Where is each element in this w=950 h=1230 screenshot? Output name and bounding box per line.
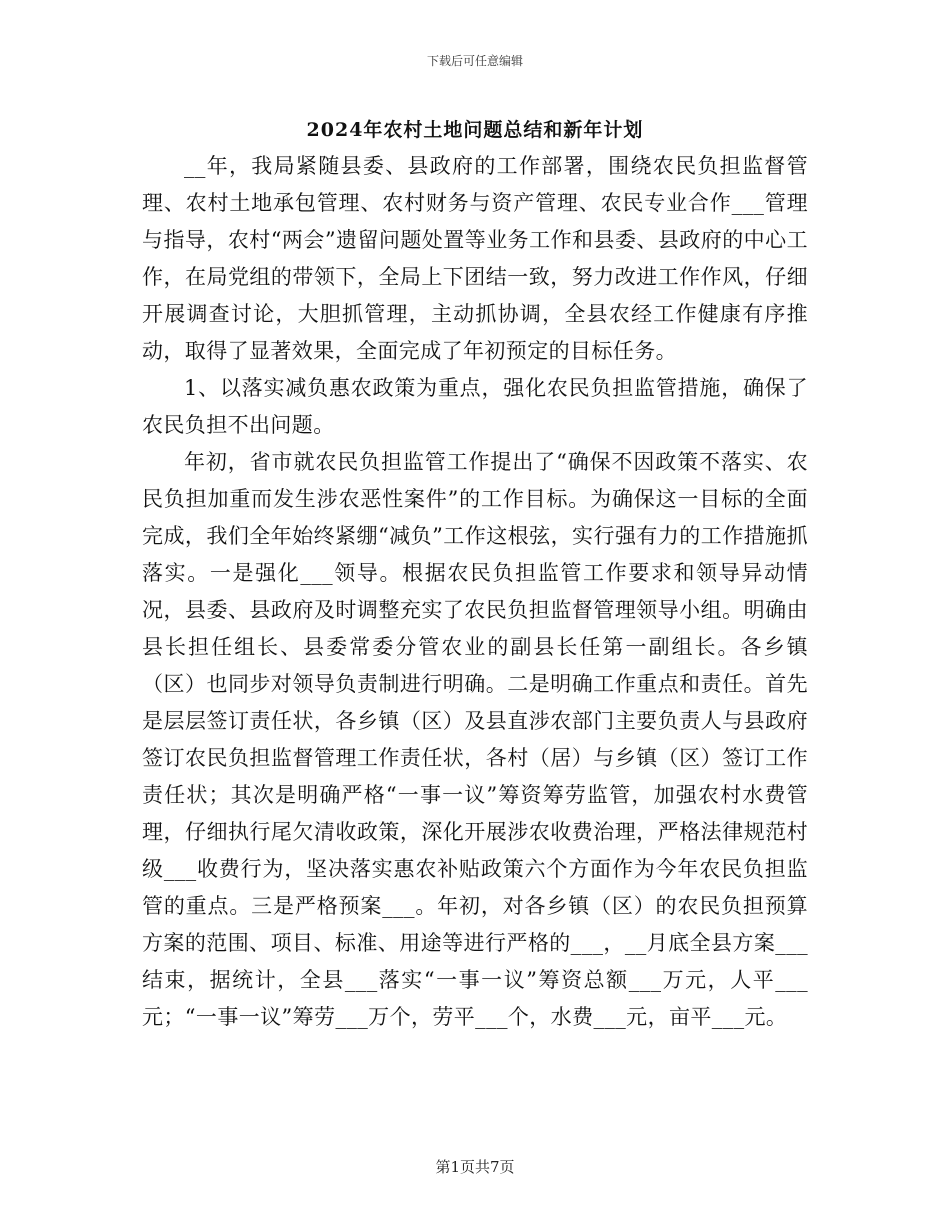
paragraph-intro: __年，我局紧随县委、县政府的工作部署，围绕农民负担监督管理、农村土地承包管理、农村财务与资产管理、农民专业合作___管理与指导，农村“两会”遗留问题处置等业务工作和县委、县政府的中心工作，在局党组的带领下，全局上下团结一致，努力改进工作作风，仔细开展调查讨论，大胆抓管理，主动抓协调，全县农经工作健康有序推动，取得了显著效果，全面完成了年初预定的目标任务。 (142, 154, 808, 363)
paragraph-section-1-heading: 1、以落实减负惠农政策为重点，强化农民负担监管措施，确保了农民负担不出问题。 (142, 376, 808, 437)
page-number: 第1页共7页 (435, 1158, 515, 1176)
header-note: 下载后可任意编辑 (426, 54, 523, 68)
paragraph-section-1-body: 年初，省市就农民负担监管工作提出了“确保不因政策不落实、农民负担加重而发生涉农恶性案件”的工作目标。为确保这一目标的全面完成，我们全年始终紧绷“减负”工作这根弦，实行强有力的工作措施抓落实。一是强化___领导。根据农民负担监管工作要求和领导异动情况，县委、县政府及时调整充实了农民负担监督管理领导小组。明确由县长担任组长、县委常委分管农业的副县长任第一副组长。各乡镇（区）也同步对领导负责制进行明确。二是明确工作重点和责任。首先是层层签订责任状，各乡镇（区）及县直涉农部门主要负责人与县政府签订农民负担监督管理工作责任状，各村（居）与乡镇（区）签订工作责任状；其次是明确严格“一事一议”筹资筹劳监管，加强农村水费管理，仔细执行尾欠清收政策，深化开展涉农收费治理，严格法律规范村级___收费行为，坚决落实惠农补贴政策六个方面作为今年农民负担监管的重点。三是严格预案___。年初，对各乡镇（区）的农民负担预算方案的范围、项目、标准、用途等进行严格的___，__月底全县方案___结束，据统计，全县___落实“一事一议”筹资总额___万元，人平___元；“一事一议”筹劳___万个，劳平___个，水费___元，亩平___元。 (142, 450, 808, 1029)
document-body (142, 148, 808, 1036)
document-title: 2024年农村土地问题总结和新年计划 (306, 119, 644, 141)
